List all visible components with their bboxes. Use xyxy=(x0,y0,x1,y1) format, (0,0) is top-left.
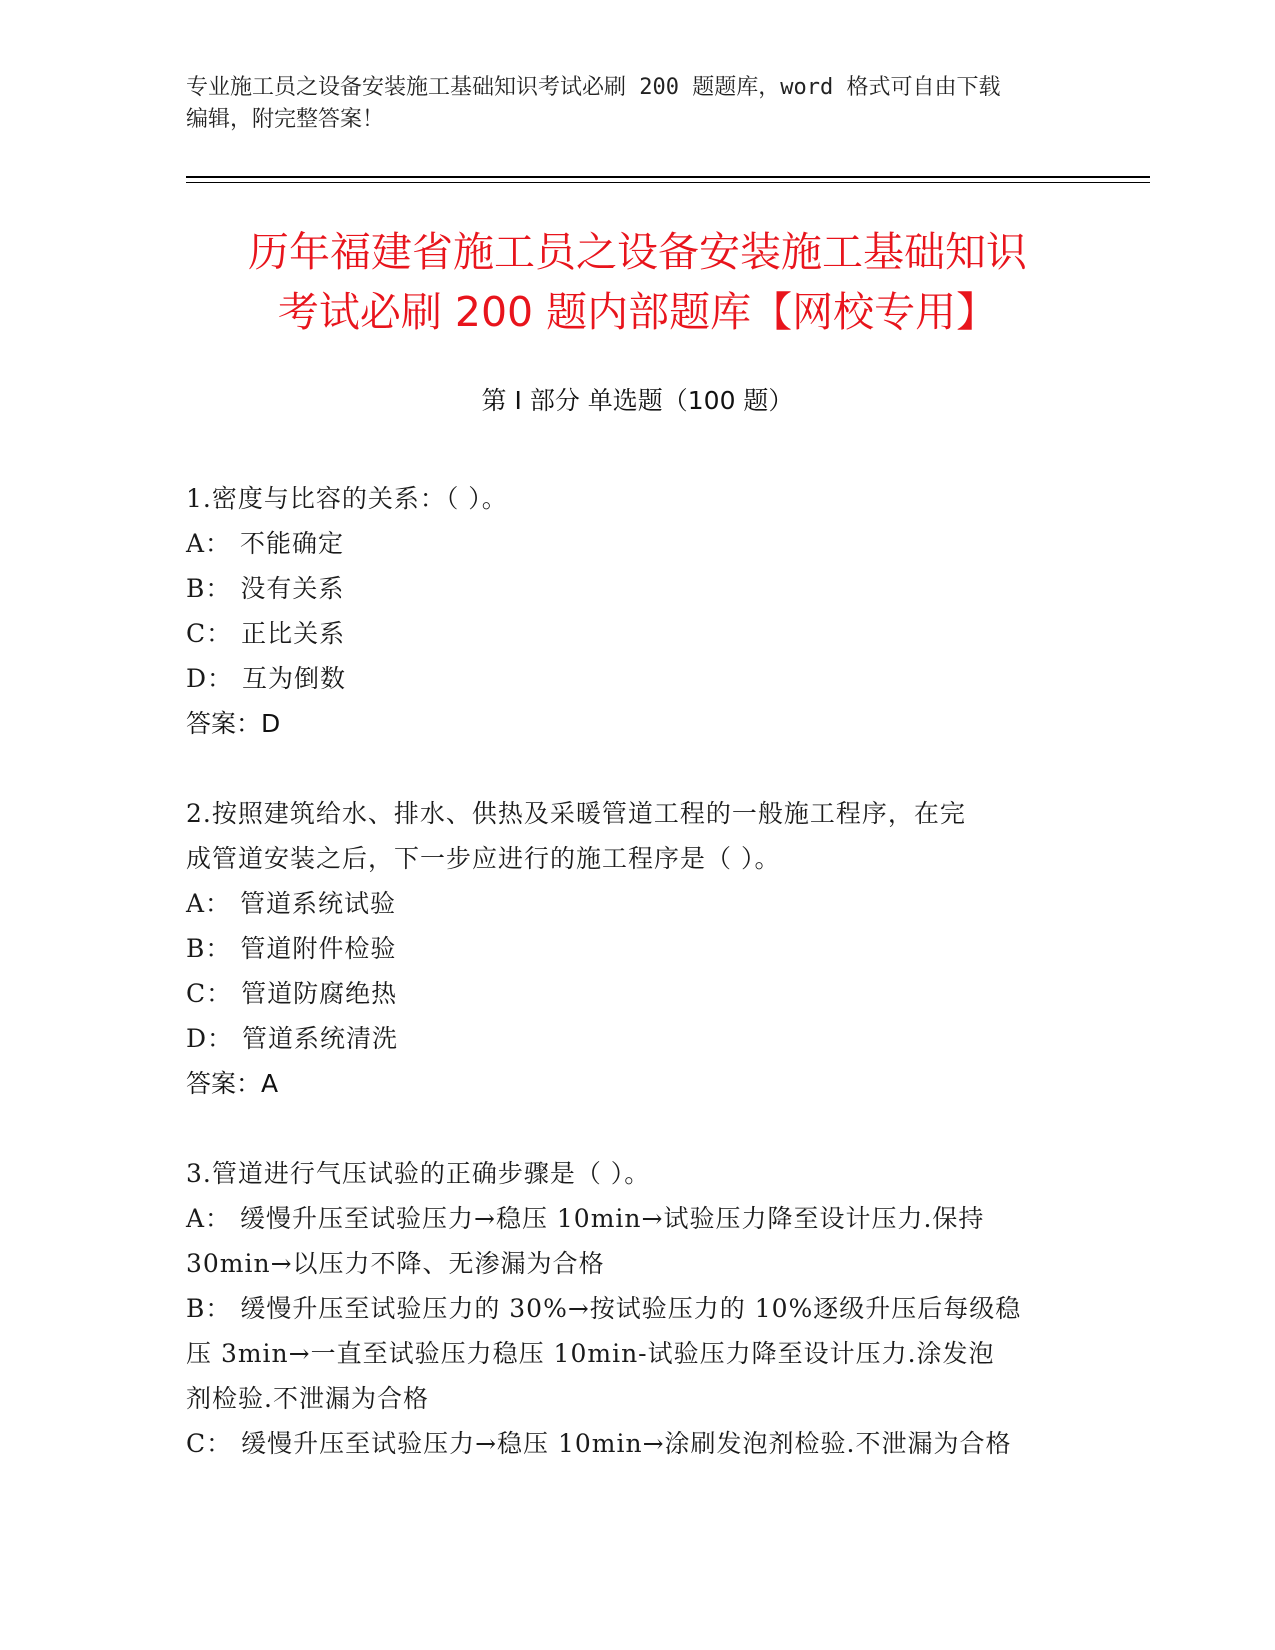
option-a-line-1: A： 缓慢升压至试验压力→稳压 10min→试验压力降至设计压力.保持 xyxy=(186,1204,985,1233)
document-title xyxy=(120,222,1155,342)
question-stem: 1.密度与比容的关系：（ ）。 xyxy=(186,484,508,513)
option-c: C： 正比关系 xyxy=(186,619,346,648)
question-stem-line-1: 2.按照建筑给水、排水、供热及采暖管道工程的一般施工程序，在完 xyxy=(186,799,966,828)
answer-line: 答案：A xyxy=(186,1069,279,1098)
section-heading: 第 I 部分 单选题（100 题） xyxy=(481,386,794,415)
question-1 xyxy=(186,476,1086,746)
header-divider-thin xyxy=(186,182,1150,183)
question-stem: 3.管道进行气压试验的正确步骤是（ ）。 xyxy=(186,1159,651,1188)
option-a: A： 不能确定 xyxy=(186,529,345,558)
header-note-line-1: 专业施工员之设备安装施工基础知识考试必刷 200 题题库，word 格式可自由下载 xyxy=(186,75,1001,100)
question-list xyxy=(186,476,1086,1511)
question-3 xyxy=(186,1151,1086,1466)
option-a-line-2: 30min→以压力不降、无渗漏为合格 xyxy=(186,1249,605,1278)
document-title-line-2: 考试必刷 200 题内部题库【网校专用】 xyxy=(277,288,998,336)
option-a: A： 管道系统试验 xyxy=(186,889,397,918)
header-divider-thick xyxy=(186,176,1150,178)
option-b: B： 管道附件检验 xyxy=(186,934,397,963)
option-c: C： 管道防腐绝热 xyxy=(186,979,398,1008)
answer-line: 答案：D xyxy=(186,709,281,738)
document-title-line-1: 历年福建省施工员之设备安装施工基础知识 xyxy=(248,228,1027,276)
option-b-line-2: 压 3min→一直至试验压力稳压 10min-试验压力降至设计压力.涂发泡 xyxy=(186,1339,995,1368)
option-b-line-1: B： 缓慢升压至试验压力的 30%→按试验压力的 10%逐级升压后每级稳 xyxy=(186,1294,1022,1323)
question-2 xyxy=(186,791,1086,1106)
option-c-line-1: C： 缓慢升压至试验压力→稳压 10min→涂刷发泡剂检验.不泄漏为合格 xyxy=(186,1429,1012,1458)
question-stem-line-2: 成管道安装之后，下一步应进行的施工程序是（ ）。 xyxy=(186,844,781,873)
header-note xyxy=(186,72,1086,136)
option-b: B： 没有关系 xyxy=(186,574,345,603)
option-d: D： 互为倒数 xyxy=(186,664,346,693)
option-b-line-3: 剂检验.不泄漏为合格 xyxy=(186,1384,429,1413)
header-note-line-2: 编辑，附完整答案！ xyxy=(186,107,385,132)
option-d: D： 管道系统清洗 xyxy=(186,1024,398,1053)
